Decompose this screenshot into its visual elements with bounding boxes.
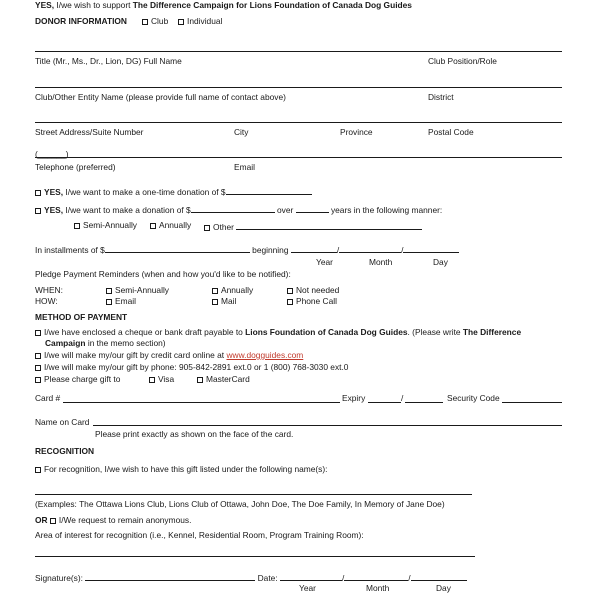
checkbox-icon[interactable]	[35, 467, 41, 473]
checkbox-icon[interactable]	[35, 208, 41, 214]
form-intro	[35, 1, 412, 9]
signature-row: Signature(s): Date: / /	[35, 572, 467, 582]
name-on-card-field[interactable]	[93, 425, 562, 426]
installment-amount-field[interactable]	[105, 244, 250, 253]
visa-checkbox[interactable]: Visa	[149, 375, 174, 383]
frequency-annually[interactable]: Annually	[150, 221, 191, 229]
telephone-line[interactable]	[35, 157, 562, 158]
when-label: WHEN:	[35, 285, 63, 295]
club-position-label: Club Position/Role	[428, 56, 497, 66]
cheque-option[interactable]: I/we have enclosed a cheque or bank draft payable to Lions Foundation of Canada Dog Guides. (Please write The Difference	[35, 328, 521, 336]
province-label: Province	[340, 127, 373, 137]
intro-text: I/we wish to support	[54, 0, 133, 10]
individual-checkbox[interactable]: Individual	[178, 17, 222, 25]
begin-day-caption: Day	[433, 257, 448, 267]
checkbox-icon[interactable]	[106, 288, 112, 294]
anonymous-option[interactable]: OR I/We request to remain anonymous.	[35, 515, 192, 525]
checkbox-icon[interactable]	[35, 190, 41, 196]
club-entity-label: Club/Other Entity Name (please provide full name of contact above)	[35, 92, 286, 102]
yes-label: YES,	[35, 0, 55, 10]
checkbox-icon[interactable]	[197, 377, 203, 383]
checkbox-icon[interactable]	[150, 223, 156, 229]
security-code-field[interactable]	[502, 402, 562, 403]
telephone-label: Telephone (preferred)	[35, 162, 116, 172]
checkbox-icon[interactable]	[106, 299, 112, 305]
how-phone-call[interactable]: Phone Call	[287, 297, 337, 305]
checkbox-icon[interactable]	[74, 223, 80, 229]
checkbox-icon[interactable]	[287, 288, 293, 294]
online-option[interactable]: I/we will make my/our gift by credit card online at www.dogguides.com	[35, 351, 303, 359]
begin-year-field[interactable]	[291, 244, 337, 253]
pledge-years-field[interactable]	[296, 204, 329, 213]
signature-field[interactable]	[85, 572, 255, 581]
checkbox-icon[interactable]	[50, 518, 56, 524]
one-time-donation-option[interactable]: YES, I/we want to make a one-time donation of $	[35, 186, 312, 196]
charge-option[interactable]: Please charge gift to	[35, 375, 120, 383]
date-year-field[interactable]	[280, 572, 342, 581]
name-on-card-label: Name on Card	[35, 417, 90, 427]
full-name-label: Title (Mr., Ms., Dr., Lion, DG) Full Name	[35, 56, 182, 66]
recognition-examples: (Examples: The Ottawa Lions Club, Lions Club of Ottawa, John Doe, The Doe Family, In Memory of Jane Doe)	[35, 499, 445, 509]
card-number-label: Card #	[35, 393, 61, 403]
pledge-donation-option[interactable]: YES, I/we want to make a donation of $ over years in the following manner:	[35, 204, 442, 214]
frequency-other[interactable]: Other	[204, 221, 422, 231]
frequency-semi-annually[interactable]: Semi-Annually	[74, 221, 137, 229]
one-time-amount-field[interactable]	[226, 186, 312, 195]
checkbox-icon[interactable]	[35, 330, 41, 336]
date-month-caption: Month	[366, 583, 390, 593]
payment-heading: METHOD OF PAYMENT	[35, 312, 128, 322]
begin-month-caption: Month	[369, 257, 393, 267]
club-entity-line[interactable]	[35, 87, 562, 88]
area-code-paren: (______)	[35, 149, 69, 159]
postal-code-label: Postal Code	[428, 127, 474, 137]
card-number-field[interactable]	[63, 402, 340, 403]
district-label: District	[428, 92, 454, 102]
phone-option[interactable]: I/we will make my/our gift by phone: 905-842-2891 ext.0 or 1 (800) 768-3030 ext.0	[35, 363, 348, 371]
how-email[interactable]: Email	[106, 297, 136, 305]
email-label: Email	[234, 162, 255, 172]
checkbox-icon[interactable]	[35, 353, 41, 359]
checkbox-icon[interactable]	[204, 225, 210, 231]
date-year-caption: Year	[299, 583, 316, 593]
recognition-name-field[interactable]	[35, 494, 472, 495]
street-label: Street Address/Suite Number	[35, 127, 144, 137]
checkbox-icon[interactable]	[142, 19, 148, 25]
when-semi-annually[interactable]: Semi-Annually	[106, 286, 169, 294]
print-note: Please print exactly as shown on the face of the card.	[95, 429, 294, 439]
checkbox-icon[interactable]	[212, 299, 218, 305]
date-day-field[interactable]	[411, 572, 467, 581]
checkbox-icon[interactable]	[149, 377, 155, 383]
expiry-month-field[interactable]	[368, 402, 401, 403]
area-of-interest-field[interactable]	[35, 556, 475, 557]
club-checkbox[interactable]: Club	[142, 17, 168, 25]
donor-information-heading: DONOR INFORMATION	[35, 16, 127, 26]
how-label: HOW:	[35, 296, 58, 306]
full-name-line[interactable]	[35, 51, 562, 52]
checkbox-icon[interactable]	[178, 19, 184, 25]
checkbox-icon[interactable]	[35, 377, 41, 383]
expiry-slash: /	[401, 393, 404, 403]
pledge-amount-field[interactable]	[191, 204, 275, 213]
security-code-label: Security Code	[447, 393, 500, 403]
reminders-title: Pledge Payment Reminders (when and how you'd like to be notified):	[35, 269, 291, 279]
date-day-caption: Day	[436, 583, 451, 593]
when-annually[interactable]: Annually	[212, 286, 253, 294]
expiry-year-field[interactable]	[405, 402, 443, 403]
how-mail[interactable]: Mail	[212, 297, 236, 305]
expiry-label: Expiry	[342, 393, 366, 403]
checkbox-icon[interactable]	[287, 299, 293, 305]
address-line[interactable]	[35, 122, 562, 123]
city-label: City	[234, 127, 249, 137]
recognition-listed-option[interactable]: For recognition, I/we wish to have this gift listed under the following name(s):	[35, 465, 328, 473]
installments-row: In installments of $ beginning / /	[35, 244, 459, 254]
memo-note: Campaign in the memo section)	[45, 338, 166, 348]
checkbox-icon[interactable]	[212, 288, 218, 294]
area-of-interest-label: Area of interest for recognition (i.e., Kennel, Residential Room, Program Training Room):	[35, 530, 364, 540]
begin-year-caption: Year	[316, 257, 333, 267]
when-not-needed[interactable]: Not needed	[287, 286, 339, 294]
campaign-name: The Difference Campaign for Lions Foundation of Canada Dog Guides	[132, 0, 412, 10]
begin-day-field[interactable]	[403, 244, 459, 253]
recognition-heading: RECOGNITION	[35, 446, 95, 456]
frequency-other-field[interactable]	[236, 221, 422, 230]
dogguides-link[interactable]: www.dogguides.com	[226, 350, 304, 360]
checkbox-icon[interactable]	[35, 365, 41, 371]
date-month-field[interactable]	[344, 572, 408, 581]
begin-month-field[interactable]	[339, 244, 401, 253]
mastercard-checkbox[interactable]: MasterCard	[197, 375, 250, 383]
